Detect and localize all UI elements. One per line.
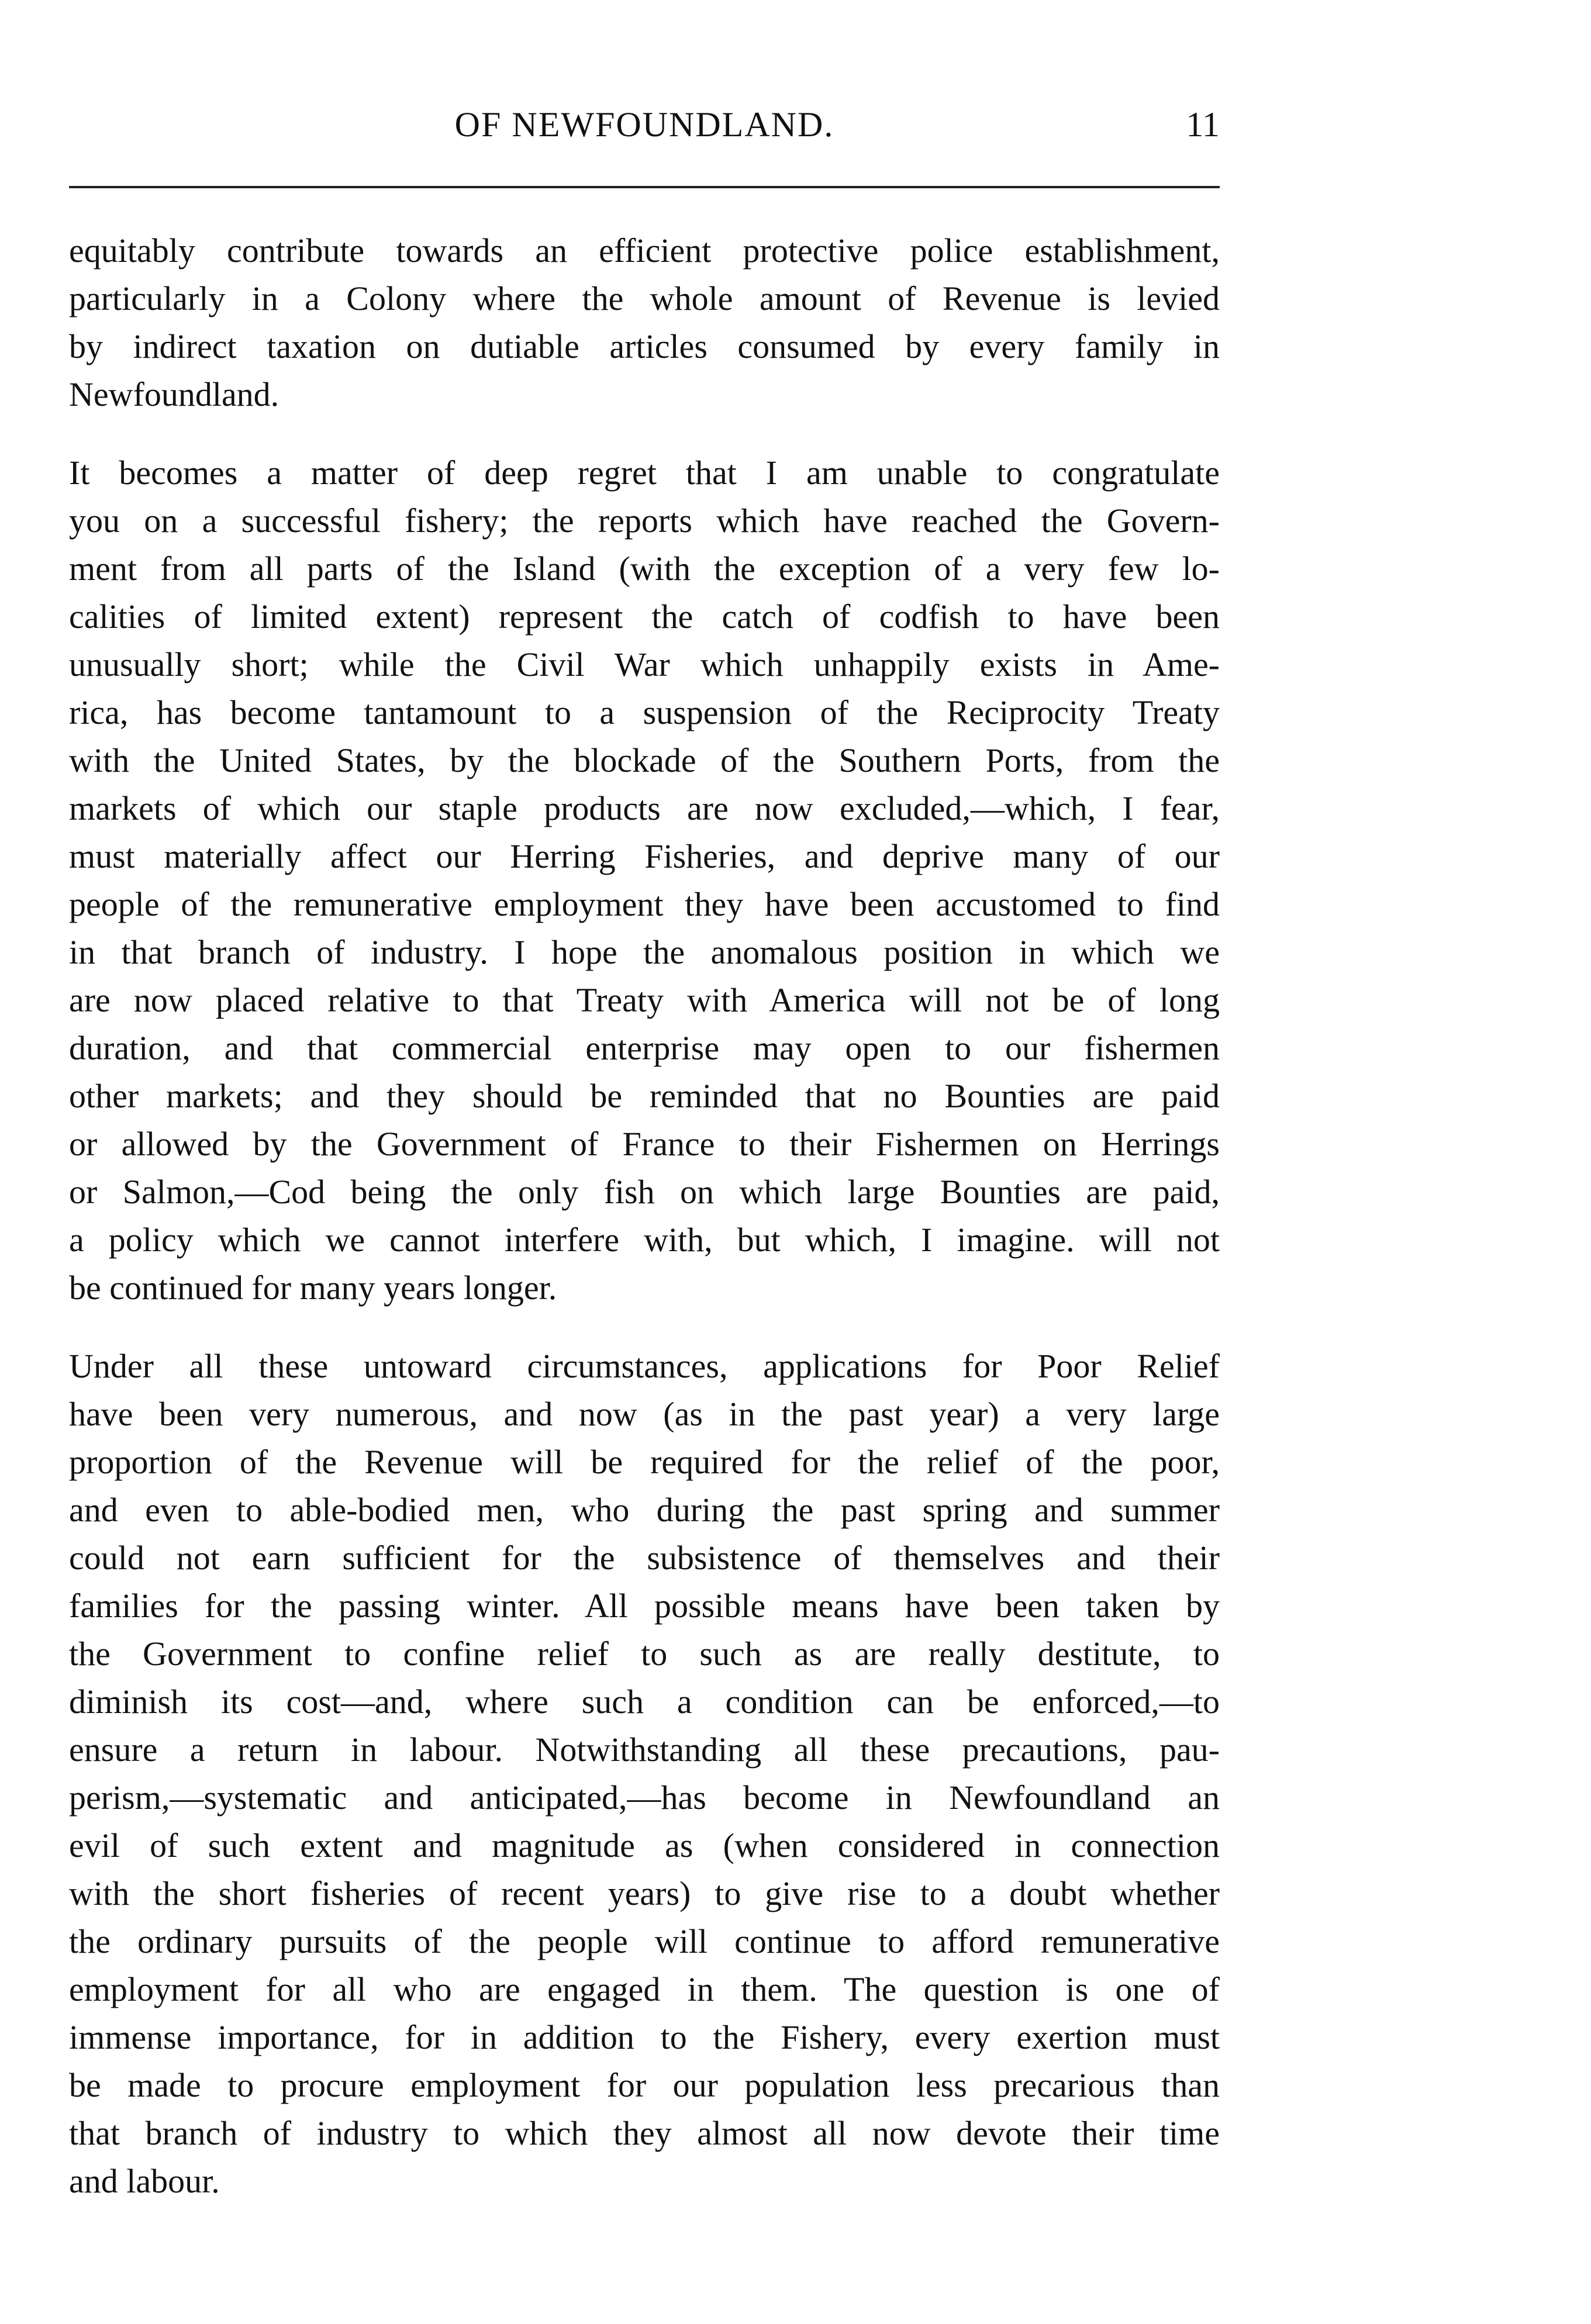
text-line: must materially affect our Herring Fisheries, and deprive many of our	[69, 837, 1220, 875]
text-line: be continued for many years longer.	[69, 1269, 557, 1307]
paragraph	[69, 449, 1220, 1312]
header-rule	[69, 186, 1220, 188]
text-line: other markets; and they should be reminded that no Bounties are paid	[69, 1077, 1220, 1115]
text-line: could not earn sufficient for the subsistence of themselves and their	[69, 1539, 1220, 1577]
text-line: people of the remunerative employment they have been accustomed to find	[69, 885, 1220, 923]
text-line: are now placed relative to that Treaty with America will not be of long	[69, 981, 1220, 1019]
text-line: or Salmon,—Cod being the only fish on which large Bounties are paid,	[69, 1173, 1220, 1211]
text-line: markets of which our staple products are now excluded,—which, I fear,	[69, 789, 1220, 827]
text-line: Newfoundland.	[69, 375, 279, 413]
text-line: equitably contribute towards an efficient protective police establishment,	[69, 232, 1220, 270]
text-line: by indirect taxation on dutiable articles consumed by every family in	[69, 327, 1220, 365]
text-line: and labour.	[69, 2162, 220, 2200]
text-line: or allowed by the Government of France to their Fishermen on Herrings	[69, 1125, 1220, 1163]
text-line: calities of limited extent) represent the catch of codfish to have been	[69, 598, 1220, 636]
text-line: that branch of industry to which they almost all now devote their time	[69, 2114, 1220, 2152]
text-line: the Government to confine relief to such as are really destitute, to	[69, 1635, 1220, 1673]
body-text	[69, 227, 1220, 2205]
text-line: with the short fisheries of recent years) to give rise to a doubt whether	[69, 1874, 1220, 1912]
paragraph	[69, 227, 1220, 419]
text-line: and even to able-bodied men, who during the past spring and summer	[69, 1491, 1220, 1529]
paragraph-gap	[69, 419, 1220, 449]
text-line: unusually short; while the Civil War which unhappily exists in Ame-	[69, 645, 1220, 683]
paragraph	[69, 1342, 1220, 2205]
text-line: Under all these untoward circumstances, applications for Poor Relief	[69, 1347, 1220, 1385]
text-line: ment from all parts of the Island (with the exception of a very few lo-	[69, 550, 1220, 588]
text-line: evil of such extent and magnitude as (when considered in connection	[69, 1826, 1220, 1864]
text-line: be made to procure employment for our population less precarious than	[69, 2066, 1220, 2104]
text-line: families for the passing winter. All possible means have been taken by	[69, 1587, 1220, 1625]
running-title: OF NEWFOUNDLAND.	[454, 105, 834, 144]
text-line: immense importance, for in addition to the Fishery, every exertion must	[69, 2018, 1220, 2056]
text-line: in that branch of industry. I hope the anomalous position in which we	[69, 933, 1220, 971]
text-line: a policy which we cannot interfere with, but which, I imagine. will not	[69, 1221, 1220, 1259]
text-line: rica, has become tantamount to a suspension of the Reciprocity Treaty	[69, 693, 1220, 731]
text-line: perism,—systematic and anticipated,—has become in Newfoundland an	[69, 1779, 1220, 1817]
text-line: It becomes a matter of deep regret that I am unable to congratulate	[69, 454, 1220, 492]
text-line: particularly in a Colony where the whole amount of Revenue is levied	[69, 279, 1220, 317]
running-head	[69, 98, 1220, 151]
page-number: 11	[1186, 105, 1220, 144]
paragraph-gap	[69, 1312, 1220, 1342]
text-line: the ordinary pursuits of the people will continue to afford remunerative	[69, 1922, 1220, 1960]
text-line: proportion of the Revenue will be required for the relief of the poor,	[69, 1443, 1220, 1481]
text-line: duration, and that commercial enterprise may open to our fishermen	[69, 1029, 1220, 1067]
text-line: diminish its cost—and, where such a condition can be enforced,—to	[69, 1683, 1220, 1721]
text-line: with the United States, by the blockade of the Southern Ports, from the	[69, 741, 1220, 779]
text-line: you on a successful fishery; the reports which have reached the Govern-	[69, 502, 1220, 540]
text-line: employment for all who are engaged in them. The question is one of	[69, 1970, 1220, 2008]
text-line: have been very numerous, and now (as in the past year) a very large	[69, 1395, 1220, 1433]
text-line: ensure a return in labour. Notwithstanding all these precautions, pau-	[69, 1731, 1220, 1769]
